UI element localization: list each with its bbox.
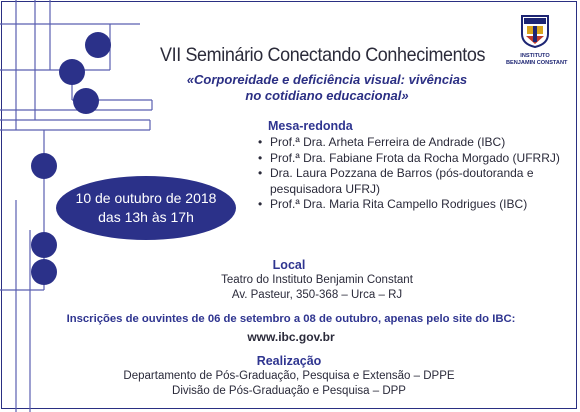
deco-dot-5 bbox=[31, 232, 57, 258]
date-text: 10 de outubro de 2018 bbox=[75, 190, 217, 206]
logo-text-line2: BENJAMIN CONSTANT bbox=[506, 59, 568, 66]
deco-dot-1 bbox=[85, 32, 111, 58]
shield-icon bbox=[520, 14, 550, 48]
registration-site-link[interactable]: www.ibc.gov.br bbox=[247, 330, 335, 344]
panel-member: • Prof.ª Dra. Maria Rita Campello Rodrigues (IBC) bbox=[258, 197, 570, 213]
deco-dot-3 bbox=[73, 88, 99, 114]
panel-member: • Prof.ª Dra. Arheta Ferreira de Andrade (IBC) bbox=[258, 135, 570, 151]
date-badge bbox=[56, 176, 236, 240]
organization-heading: Realização bbox=[256, 354, 322, 368]
panel-member-list bbox=[258, 135, 570, 213]
venue-name: Teatro do Instituto Benjamin Constant bbox=[221, 274, 413, 286]
organizer-dept-1: Departamento de Pós-Graduação, Pesquisa e Extensão – DPPE bbox=[123, 370, 455, 382]
event-title: VII Seminário Conectando Conhecimentos bbox=[160, 44, 486, 66]
organizer-dept-2: Divisão de Pós-Graduação e Pesquisa – DPP bbox=[172, 384, 406, 397]
organization-block bbox=[0, 369, 578, 398]
panel-member: • Dra. Laura Pozzana de Barros (pós-doutoranda e pesquisadora UFRJ) bbox=[258, 166, 570, 197]
ibc-logo bbox=[506, 14, 568, 66]
logo-text-line1: INSTITUTO bbox=[520, 53, 550, 59]
panel-heading: Mesa-redonda bbox=[268, 119, 353, 133]
deco-dot-2 bbox=[59, 59, 85, 85]
subtitle-line2: no cotidiano educacional» bbox=[245, 88, 409, 103]
event-subtitle bbox=[162, 72, 492, 104]
venue-address: Av. Pasteur, 350-368 – Urca – RJ bbox=[231, 288, 403, 301]
location-block bbox=[28, 273, 580, 302]
registration-text: Inscrições de ouvintes de 06 de setembro a 08 de outubro, apenas pelo site do IBC: bbox=[66, 313, 516, 325]
time-text: das 13h às 17h bbox=[98, 209, 194, 225]
panel-member: • Prof.ª Dra. Fabiane Frota da Rocha Morgado (UFRRJ) bbox=[258, 151, 570, 167]
subtitle-line1: «Corporeidade e deficiência visual: vivências bbox=[186, 72, 468, 87]
deco-dot-4 bbox=[31, 153, 57, 179]
location-heading: Local bbox=[272, 258, 306, 272]
